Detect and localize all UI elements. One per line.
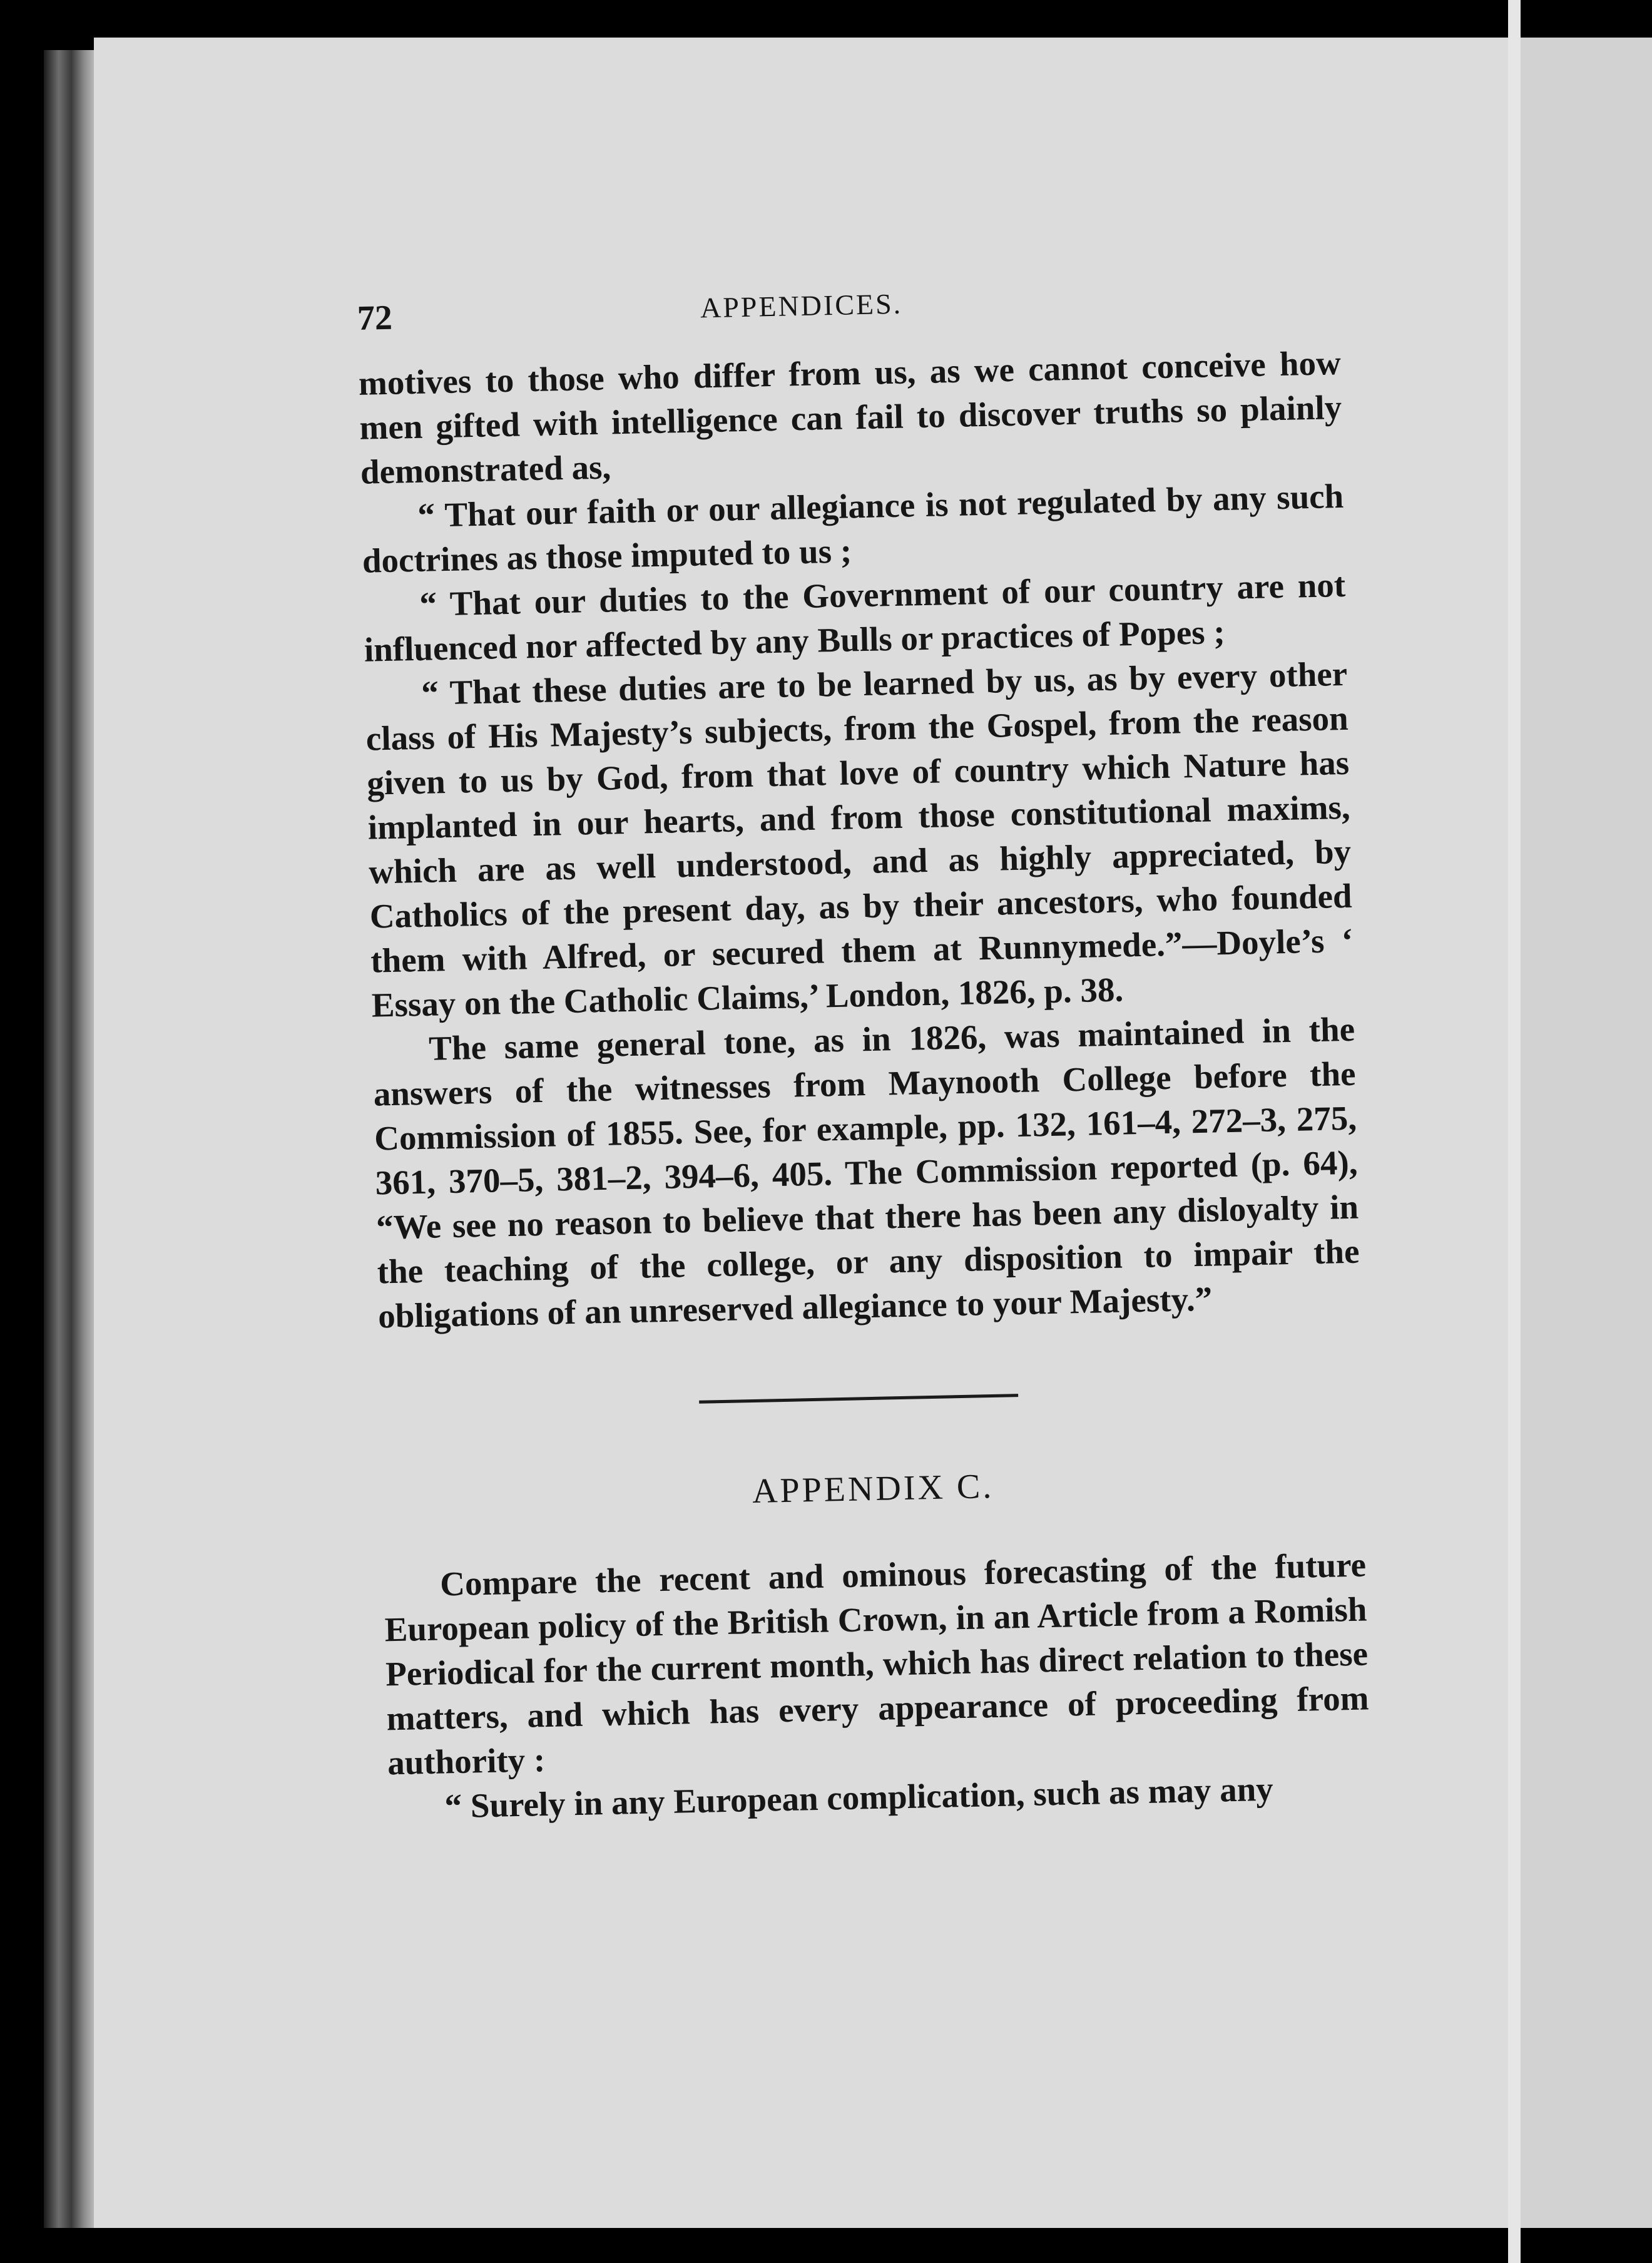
paragraph: “ That these duties are to be learned by us, as by every other class of His Majesty’s subjects, from the Gospel, from the reason given to us by God, from that love of country which Nature has implanted in our hearts, and from those constitutional maxims, which are as well understood, and as highly appreciated, by Catholics of the present day, as by their ancestors, who founded them with Alfred, or secured them at Runnymede.”—Doyle’s ‘ Essay on the Catholic Claims,’ London, 1826, p. 38.: [365, 654, 1354, 1024]
appendix-text: [290, 1543, 1372, 1832]
book-spine: [44, 50, 94, 2228]
paragraph: “ That our faith or our allegiance is not regulated by any such doctrines as those imputed to us ;: [362, 476, 1344, 580]
running-head: APPENDICES.: [700, 287, 903, 324]
paragraph: Compare the recent and ominous forecasting of the future European policy of the British Crown, in an Article from a Romish Periodical for the current month, which has direct relation to these matters, and which has every appearance of proceeding from authority :: [384, 1545, 1369, 1782]
page-number: 72: [357, 298, 393, 338]
section-divider: [699, 1394, 1018, 1404]
paragraph: “ That our duties to the Government of our country are not influenced nor affected by any Bulls or practices of Popes ;: [364, 565, 1346, 669]
appendix-heading: APPENDIX C.: [752, 1466, 994, 1511]
paragraph: motives to those who differ from us, as we cannot conceive how men gifted with intelligence can fail to discover truths so plainly demonstrated as,: [358, 343, 1342, 491]
facing-page-edge: [1521, 38, 1652, 2228]
page-content: [263, 272, 1371, 1831]
body-text: [264, 340, 1360, 1341]
paragraph: “ Surely in any European complication, such as may any: [444, 1769, 1274, 1826]
page-gutter: [1508, 0, 1521, 2263]
paragraph: The same general tone, as in 1826, was maintained in the answers of the witnesses from Maynooth College before the Commission of 1855. See, for example, pp. 132, 161–4, 272–3, 275, 361, 370–5, 381–2, 394–6, 405. The Commission reported (p. 64), “We see no reason to believe that there has been any disloyalty in the teaching of the college, or any disposition to impair the obligations of an unreserved allegiance to your Majesty.”: [373, 1009, 1360, 1336]
